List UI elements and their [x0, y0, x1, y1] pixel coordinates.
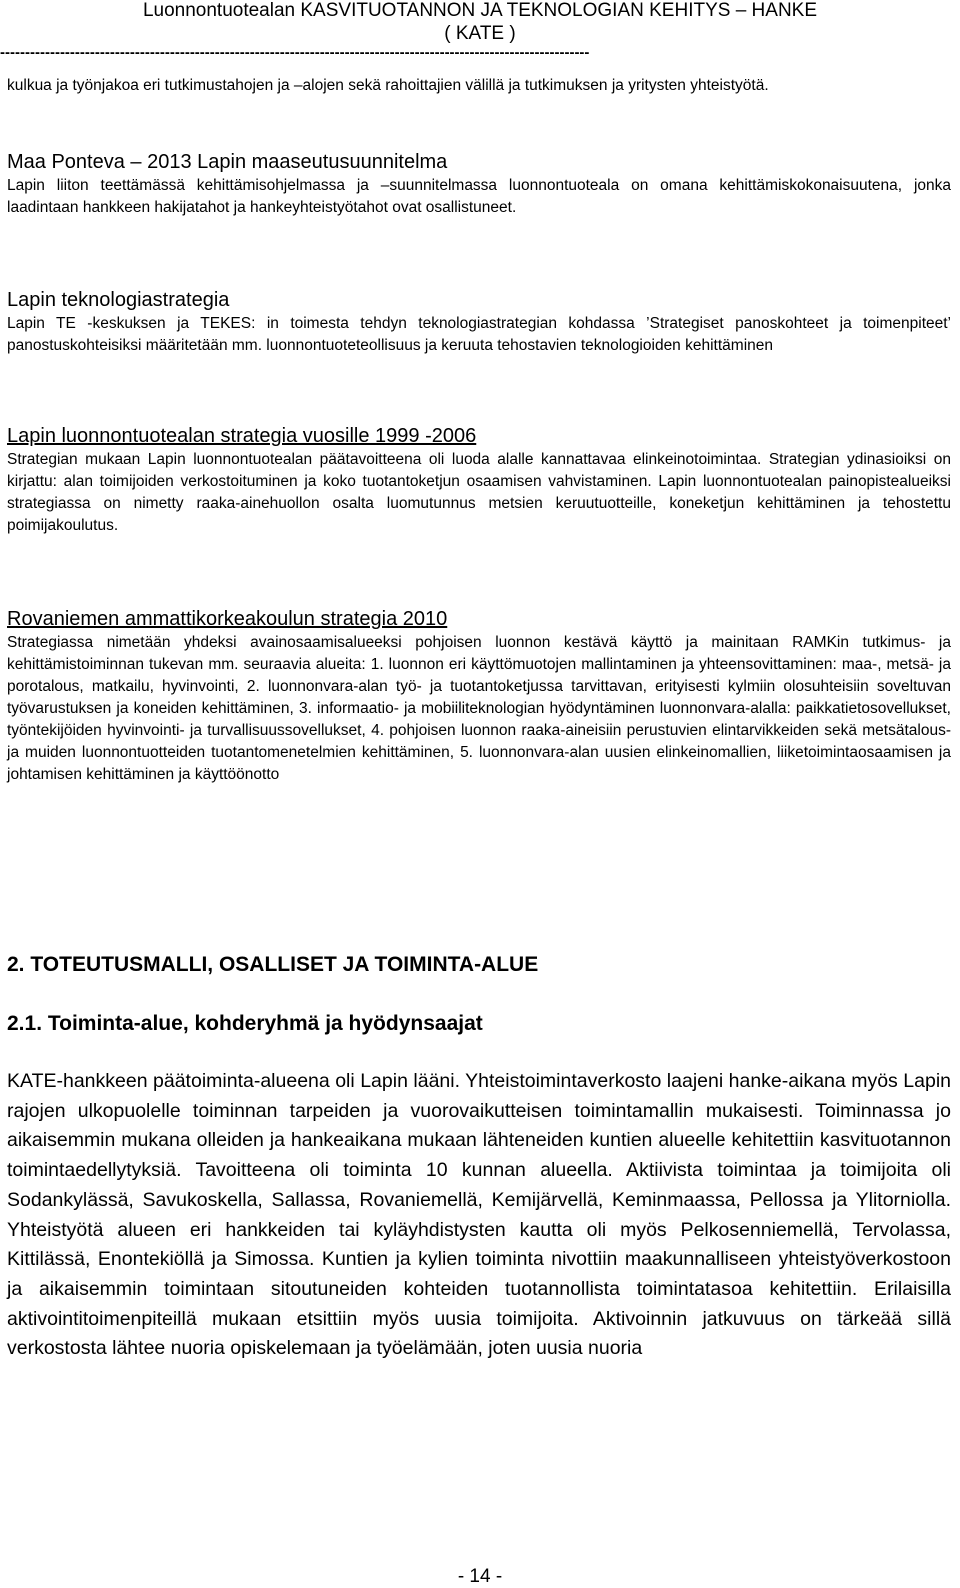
section-paragraph: Lapin liiton teettämässä kehittämisohjelmassa ja –suunnitelmassa luonnontuoteala on omana kehittämiskokonaisuutena, jonka laadintaan hankkeen hakijatahot ja hankeyhteistyötahot ovat osallistuneet. [7, 177, 951, 216]
section-heading-text: Lapin luonnontuotealan strategia vuosille 1999 -2006 [7, 425, 477, 447]
section-heading [7, 423, 951, 449]
section-heading-text: Rovaniemen ammattikorkeakoulun strategia 2010 [7, 608, 448, 630]
subchapter-heading: 2.1. Toiminta-alue, kohderyhmä ja hyödynsaajat [7, 1012, 483, 1035]
subchapter-heading-block [7, 1011, 951, 1037]
section-ramk-strategia [7, 606, 951, 786]
running-header-title: Luonnontuotealan KASVITUOTANNON JA TEKNOLOGIAN KEHITYS – HANKE [142, 0, 818, 21]
section-maa-ponteva [7, 149, 951, 219]
chapter-paragraph: KATE-hankkeen päätoiminta-alueena oli Lapin lääni. Yhteistoimintaverkosto laajeni hanke-aikana myös Lapin rajojen ulkopuolelle toiminnan tarpeiden ja vuorovaikutteisen toimintamallin mukaisesti. Toiminnassa jo aikaisemmin mukana olleiden ja hankeaikana mukaan lähteneiden kuntien alueelle kehitettiin kasvituotannon toimintaedellytyksiä. Tavoitteena oli toiminta 10 kunnan alueella. Aktiivista toimintaa ja toimijoita oli Sodankylässä, Savukoskella, Sallassa, Rovaniemellä, Kemijärvellä, Keminmaassa, Pellossa ja Ylitorniolla. Yhteistyötä alueen eri hankkeiden tai kyläyhdistysten kautta oli myös Pelkosenniemellä, Tervolassa, Kittilässä, Enontekiöllä ja Simossa. Kuntien ja kylien toiminta nivottiin maakunnalliseen yhteistyöverkostoon ja aikaisemmin toimintaan sitoutuneiden kohteiden tuotannollista toimintatasoa kehitettiin. Erilaisilla aktivointitoimenpiteillä mukaan etsittiin myös uusia toimijoita. Aktivoinnin jatkuvuus on tärkeää sillä verkostosta lähtee nuoria opiskelemaan ja työelämään, joten uusia nuoria [7, 1070, 951, 1360]
section-luonnontuotealan-strategia [7, 423, 951, 537]
running-header-acronym: ( KATE ) [444, 23, 516, 44]
header-separator: ---------------------------------------------------------------------------------------------------------------------- [0, 44, 590, 61]
section-heading: Lapin teknologiastrategia [7, 289, 230, 311]
chapter-heading-block [7, 952, 951, 978]
section-heading: Maa Ponteva – 2013 Lapin maaseutusuunnitelma [7, 151, 448, 173]
section-paragraph: Lapin TE -keskuksen ja TEKES: in toimesta tehdyn teknologiastrategian kohdassa ’Strategiset panoskohteet ja toimenpiteet’ panostuskohteisiksi määritetään mm. luonnontuoteteollisuus ja keruuta tehostavien teknologioiden kehittäminen [7, 315, 951, 354]
section-lapin-teknologiastrategia [7, 287, 951, 357]
section-heading [7, 606, 951, 632]
chapter-heading: 2. TOTEUTUSMALLI, OSALLISET JA TOIMINTA-ALUE [7, 953, 539, 976]
intro-paragraph: kulkua ja työnjakoa eri tutkimustahojen ja –alojen sekä rahoittajien välillä ja tutkimuksen ja yritysten yhteistyötä. [7, 77, 769, 94]
page-number: - 14 - [457, 1566, 503, 1587]
section-paragraph: Strategiassa nimetään yhdeksi avainosaamisalueeksi pohjoisen luonnon kestävä käyttö ja mainitaan RAMKin tutkimus- ja kehittämistoiminnan tukevan mm. seuraavia alueita: 1. luonnon eri käyttömuotojen mallintaminen ja yhteensovittaminen: maa-, metsä- ja porotalous, matkailu, hyvinvointi, 2. luonnonvara-alan työ- ja tuotantoketjussa tarvittavan, erityisesti kylmiin olosuhteisiin soveltuvan työvarustuksen ja koneiden kehittäminen, 3. informaatio- ja mobiiliteknologian hyödyntäminen luonnonvara-alalla: paikkatietosovellukset, työntekijöiden hyvinvointi- ja turvallisuussovellukset, 4. pohjoisen luonnon raaka-aineisiin perustuvien elintarvikkeiden sekä metsätalous- ja muiden luonnontuotteiden tuotantomenetelmien kehittäminen, 5. luonnonvara-alan uusien elinkeinomallien, liiketoimintaosaamisen ja johtamisen kehittäminen ja käyttöönotto [7, 634, 951, 783]
intro-paragraph-block [7, 75, 951, 97]
chapter-body-block [7, 1067, 951, 1364]
section-paragraph: Strategian mukaan Lapin luonnontuotealan päätavoitteena oli luoda alalle kannattavaa elinkeinotoimintaa. Strategian ydinasioiksi on kirjattu: alan toimijoiden verkostoituminen ja koko tuotantoketjun osaamisen vahvistaminen. Lapin luonnontuotealan painopistealueiksi strategiassa on nimetty raaka-ainehuollon osalta luomutunnus metsien keruutuotteille, koneketjun kehittäminen ja tehostettu poimijakoulutus. [7, 451, 951, 534]
